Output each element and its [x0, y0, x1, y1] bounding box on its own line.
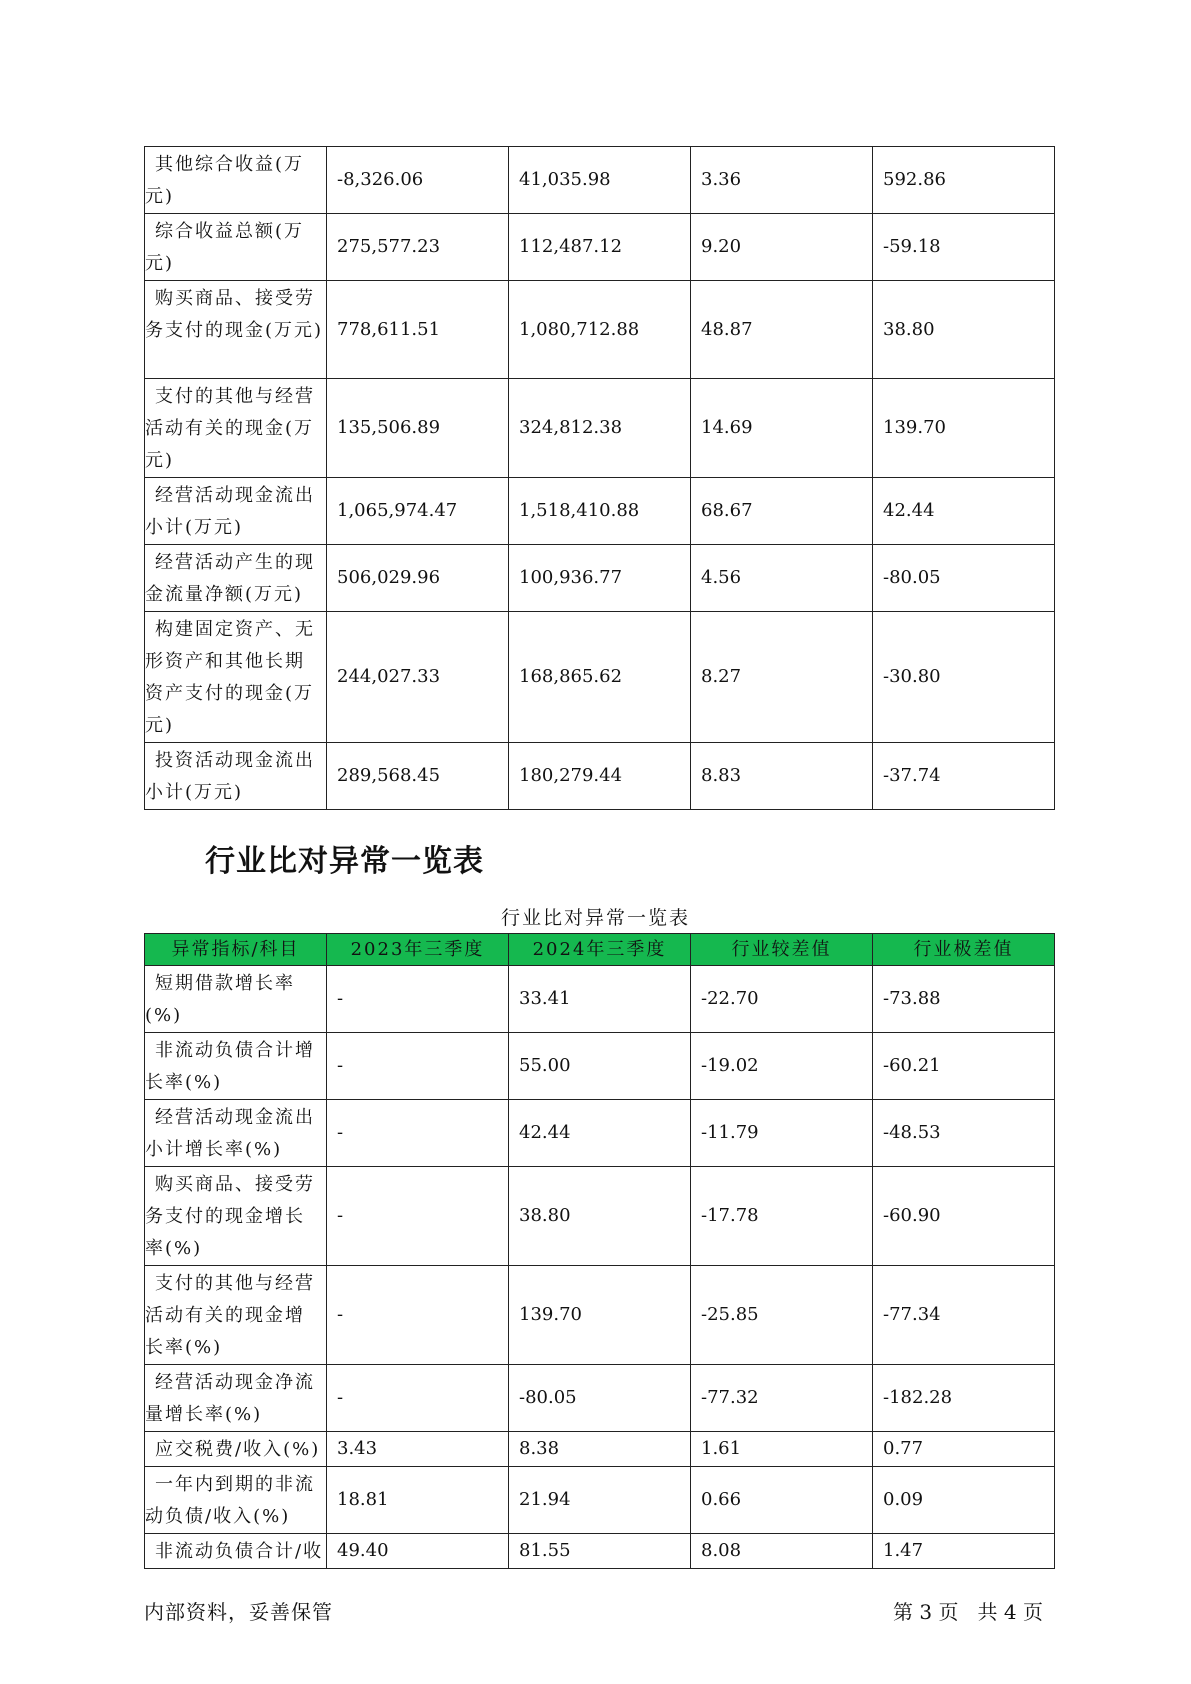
value-cell: -11.79 [691, 1100, 873, 1167]
table-row [145, 1167, 1055, 1266]
value-cell: 275,577.23 [327, 214, 509, 281]
value-cell: 139.70 [509, 1266, 691, 1365]
value-cell: 324,812.38 [509, 379, 691, 478]
value-cell: - [327, 1167, 509, 1266]
header-cell: 2023年三季度 [327, 934, 509, 966]
row-label-cell: 短期借款增长率(%) [145, 966, 327, 1033]
header-cell: 2024年三季度 [509, 934, 691, 966]
value-cell: 48.87 [691, 281, 873, 379]
value-cell: 4.56 [691, 545, 873, 612]
value-cell: 0.09 [873, 1467, 1055, 1534]
row-label-cell: 支付的其他与经营活动有关的现金增长率(%) [145, 1266, 327, 1365]
table-row [145, 966, 1055, 1033]
value-cell: 506,029.96 [327, 545, 509, 612]
financial-metrics-table [144, 146, 1055, 810]
value-cell: -19.02 [691, 1033, 873, 1100]
value-cell: 33.41 [509, 966, 691, 1033]
header-cell: 异常指标/科目 [145, 934, 327, 966]
value-cell: 42.44 [509, 1100, 691, 1167]
value-cell: - [327, 1033, 509, 1100]
row-label-cell: 综合收益总额(万元) [145, 214, 327, 281]
value-cell: 1.61 [691, 1432, 873, 1467]
row-label-cell: 其他综合收益(万元) [145, 147, 327, 214]
value-cell: 100,936.77 [509, 545, 691, 612]
row-label-cell: 应交税费/收入(%) [145, 1432, 327, 1467]
value-cell: 8.27 [691, 612, 873, 743]
value-cell: -59.18 [873, 214, 1055, 281]
value-cell: 244,027.33 [327, 612, 509, 743]
row-label-cell: 经营活动产生的现金流量净额(万元) [145, 545, 327, 612]
value-cell: 49.40 [327, 1534, 509, 1569]
row-label-cell: 非流动负债合计增长率(%) [145, 1033, 327, 1100]
value-cell: 289,568.45 [327, 743, 509, 810]
table-row [145, 1033, 1055, 1100]
value-cell: -22.70 [691, 966, 873, 1033]
table-row [145, 545, 1055, 612]
value-cell: -80.05 [873, 545, 1055, 612]
value-cell: 135,506.89 [327, 379, 509, 478]
value-cell: 18.81 [327, 1467, 509, 1534]
table-row [145, 1467, 1055, 1534]
row-label-cell: 一年内到期的非流动负债/收入(%) [145, 1467, 327, 1534]
table-row [145, 612, 1055, 743]
value-cell: 81.55 [509, 1534, 691, 1569]
header-cell: 行业较差值 [691, 934, 873, 966]
row-label-cell: 投资活动现金流出小计(万元) [145, 743, 327, 810]
value-cell: 1,518,410.88 [509, 478, 691, 545]
value-cell: 112,487.12 [509, 214, 691, 281]
section-heading: 行业比对异常一览表 [205, 844, 484, 879]
value-cell: - [327, 1100, 509, 1167]
value-cell: 9.20 [691, 214, 873, 281]
row-label-cell: 购买商品、接受劳务支付的现金(万元) [145, 281, 327, 379]
value-cell: 55.00 [509, 1033, 691, 1100]
value-cell: -25.85 [691, 1266, 873, 1365]
table-row [145, 1534, 1055, 1569]
value-cell: 168,865.62 [509, 612, 691, 743]
table-caption: 行业比对异常一览表 [500, 907, 690, 929]
industry-anomaly-table [144, 933, 1055, 1569]
value-cell: 1,080,712.88 [509, 281, 691, 379]
confidential-notice: 内部资料，妥善保管 [144, 1600, 333, 1624]
value-cell: 1,065,974.47 [327, 478, 509, 545]
value-cell: -30.80 [873, 612, 1055, 743]
row-label-cell: 经营活动现金净流量增长率(%) [145, 1365, 327, 1432]
value-cell: -60.90 [873, 1167, 1055, 1266]
table-row [145, 379, 1055, 478]
value-cell: 68.67 [691, 478, 873, 545]
table-row [145, 1266, 1055, 1365]
value-cell: 0.77 [873, 1432, 1055, 1467]
value-cell: -60.21 [873, 1033, 1055, 1100]
header-cell: 行业极差值 [873, 934, 1055, 966]
table-row [145, 1432, 1055, 1467]
page-number: 第 3 页 共 4 页 [893, 1600, 1043, 1624]
value-cell: 1.47 [873, 1534, 1055, 1569]
table-row [145, 214, 1055, 281]
value-cell: 3.36 [691, 147, 873, 214]
value-cell: 139.70 [873, 379, 1055, 478]
value-cell: 8.83 [691, 743, 873, 810]
value-cell: 41,035.98 [509, 147, 691, 214]
value-cell: 38.80 [509, 1167, 691, 1266]
row-label-cell: 经营活动现金流出小计(万元) [145, 478, 327, 545]
value-cell: 8.38 [509, 1432, 691, 1467]
value-cell: 3.43 [327, 1432, 509, 1467]
value-cell: -8,326.06 [327, 147, 509, 214]
table-row [145, 281, 1055, 379]
row-label-cell: 支付的其他与经营活动有关的现金(万元) [145, 379, 327, 478]
value-cell: -37.74 [873, 743, 1055, 810]
row-label-cell: 购买商品、接受劳务支付的现金增长率(%) [145, 1167, 327, 1266]
value-cell: 21.94 [509, 1467, 691, 1534]
value-cell: 14.69 [691, 379, 873, 478]
value-cell: 592.86 [873, 147, 1055, 214]
table-row [145, 478, 1055, 545]
table-row [145, 743, 1055, 810]
row-label-cell: 非流动负债合计/收 [145, 1534, 327, 1569]
value-cell: 38.80 [873, 281, 1055, 379]
table-row [145, 147, 1055, 214]
row-label-cell: 经营活动现金流出小计增长率(%) [145, 1100, 327, 1167]
value-cell: 8.08 [691, 1534, 873, 1569]
value-cell: - [327, 1365, 509, 1432]
value-cell: -77.34 [873, 1266, 1055, 1365]
value-cell: 180,279.44 [509, 743, 691, 810]
value-cell: -48.53 [873, 1100, 1055, 1167]
value-cell: 42.44 [873, 478, 1055, 545]
value-cell: -17.78 [691, 1167, 873, 1266]
value-cell: 0.66 [691, 1467, 873, 1534]
value-cell: 778,611.51 [327, 281, 509, 379]
value-cell: -182.28 [873, 1365, 1055, 1432]
value-cell: - [327, 1266, 509, 1365]
value-cell: -80.05 [509, 1365, 691, 1432]
table-row [145, 1365, 1055, 1432]
table-row [145, 1100, 1055, 1167]
value-cell: - [327, 966, 509, 1033]
table-header-row [145, 934, 1055, 966]
row-label-cell: 构建固定资产、无形资产和其他长期资产支付的现金(万元) [145, 612, 327, 743]
value-cell: -77.32 [691, 1365, 873, 1432]
value-cell: -73.88 [873, 966, 1055, 1033]
